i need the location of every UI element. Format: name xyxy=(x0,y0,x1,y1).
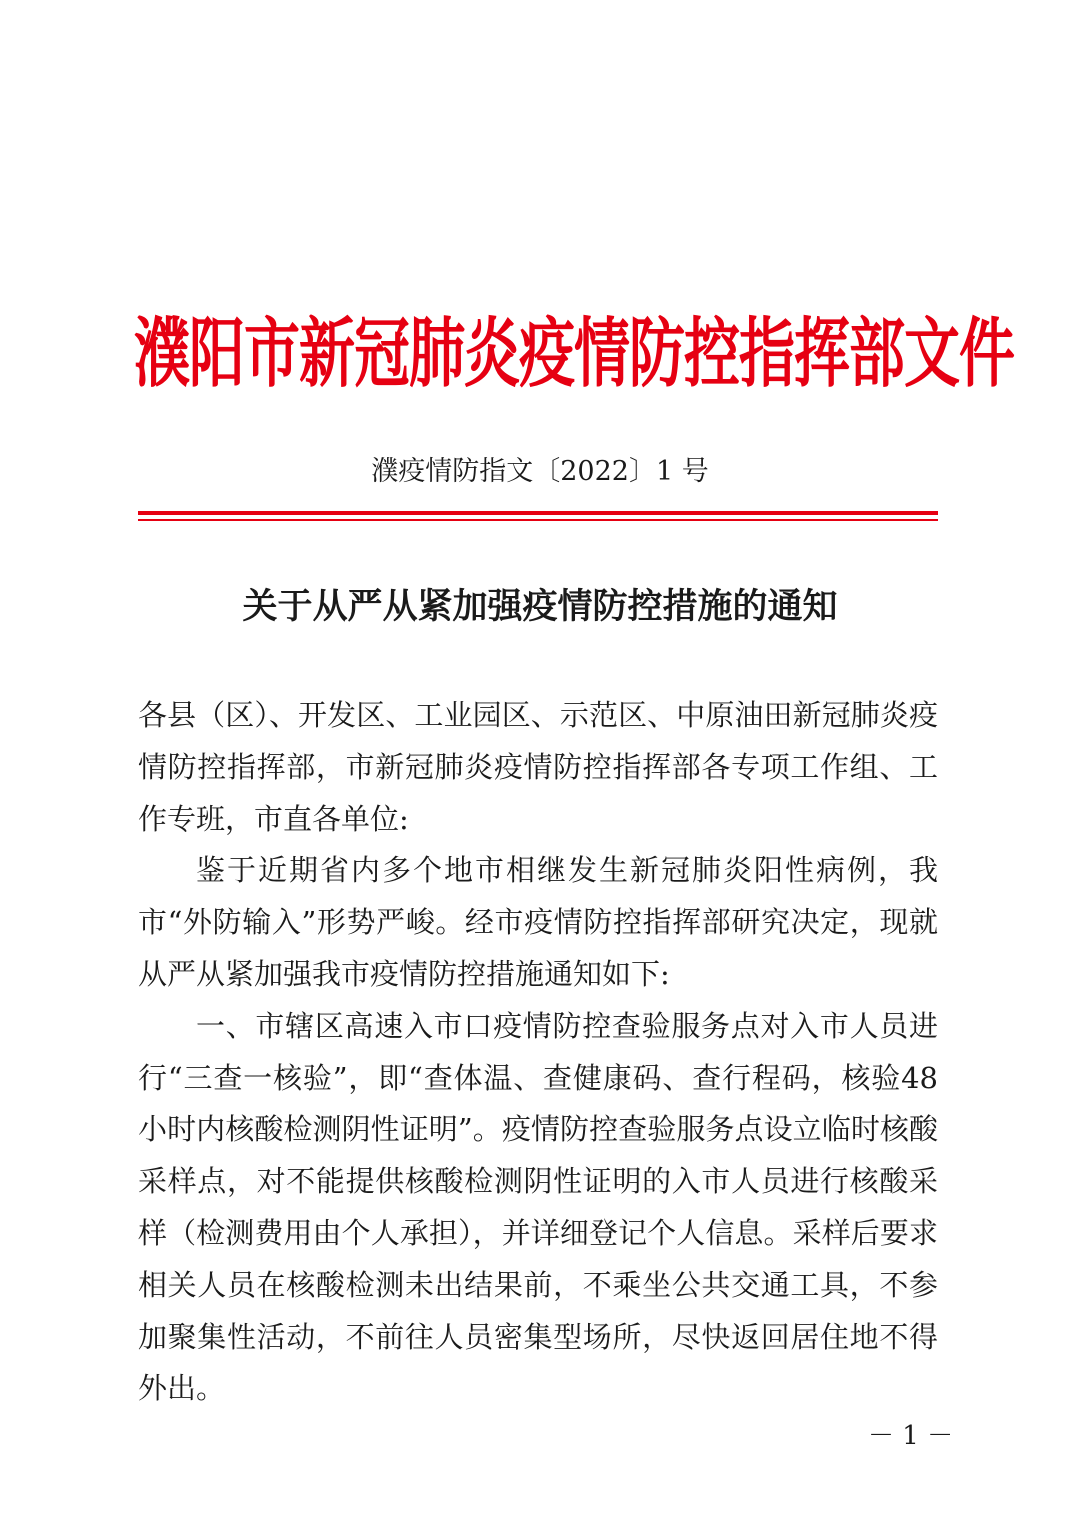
notice-body xyxy=(138,690,938,1415)
document-number: 濮疫情防指文〔2022〕1 号 xyxy=(371,456,709,487)
intro-paragraph: 鉴于近期省内多个地市相继发生新冠肺炎阳性病例，我市“外防输入”形势严峻。经市疫情防控指挥部研究决定，现就从严从紧加强我市疫情防控措施通知如下: xyxy=(138,853,938,991)
addressee-paragraph: 各县（区）、开发区、工业园区、示范区、中原油田新冠肺炎疫情防控指挥部，市新冠肺炎疫情防控指挥部各专项工作组、工作专班，市直各单位: xyxy=(138,698,938,836)
red-separator-thick xyxy=(138,511,938,515)
notice-title: 关于从严从紧加强疫情防控措施的通知 xyxy=(242,586,838,627)
masthead-title: 濮阳市新冠肺炎疫情防控指挥部文件 xyxy=(134,310,1014,399)
measure-one-paragraph: 一、市辖区高速入市口疫情防控查验服务点对入市人员进行“三查一核验”，即“查体温、查健康码、查行程码，核验48小时内核酸检测阴性证明”。疫情防控查验服务点设立临时核酸采样点，对不能提供核酸检测阴性证明的入市人员进行核酸采样（检测费用由个人承担），并详细登记个人信息。采样后要求相关人员在核酸检测未出结果前，不乘坐公共交通工具，不参加聚集性活动，不前往人员密集型场所，尽快返回居住地不得外出。 xyxy=(138,1008,938,1406)
red-separator-thin xyxy=(138,519,938,521)
page-number: － 1 － xyxy=(868,1421,954,1451)
